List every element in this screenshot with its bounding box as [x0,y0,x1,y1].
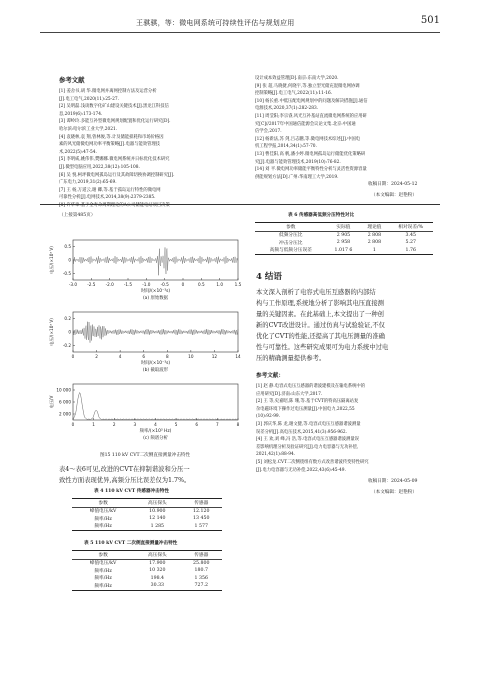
table-row [72,507,222,515]
x-tick-label: -3.0 [68,282,78,287]
reference-line: [2] 王 等,史嘉昭,陈 珊,等.基于CVT的特高压隔离站复 [256,399,359,405]
waveform-cropped [73,322,238,343]
x-tick-label: 5 [174,422,178,427]
table-row [72,515,222,523]
reference-line: [12] 杨新法,苏 剑,吕志鹏,等.微电网技术综述[J].中国电 [255,136,361,142]
x-tick-label: 2 [112,422,116,427]
x-axis-label: 时间/(×10⁻³s) [140,289,171,294]
x-tick-label: 2 [95,354,98,359]
reference-line: [7] 王 杨,万道云,谢 卿,等.基于孤岛运行特性的微电网 [59,187,161,193]
table-cell: 2 808 [367,232,382,238]
body-line: 性与可靠性。这些研究成果可为电力系统中过电 [256,344,389,351]
reference-line: [3] 谭岭玲.多能互补型微电网规划配置和优化运行研究[D]. [59,119,171,125]
reference-line: 素的风光储微电网功率平衡策略[J].电器与能效管理技 [59,142,160,148]
table-header-cell: 传感器 [180,499,222,508]
panel-label: (c) 频谱分析 [143,436,168,441]
references-top-left [59,88,231,210]
table-cell: 10.900 [149,508,166,514]
running-title: 王骐骐，等：微电网系统可持续性评估与规划应用 [136,19,295,27]
body-line: 表4～表6可见,改进的CVT在抑制谐波和分压一 [59,466,190,473]
table-cell: 频率/Hz [94,524,112,530]
table-row [72,559,222,567]
body-line: 量的关键因素。在此基础上,本文提出了一种创 [256,311,384,318]
body-line: 优化了CVT的性能,还提高了其电压测量的准确 [256,333,385,340]
table-header-cell: 高压探头 [134,499,180,508]
y-tick-label: 0.2 [64,316,71,322]
table-cell: 3.45 [405,232,416,238]
x-tick-label: -2.5 [87,282,96,287]
table-cell: 高频与低频分压误差 [269,248,312,254]
reference-line: 哈尔滨:哈尔滨工业大学,2021. [59,126,118,132]
table-row [72,523,222,531]
table-cell: 1 356 [194,575,208,581]
reference-line: 杂电磁环境下操作过电压测量[J].中国电力,2022,55 [256,406,355,412]
table-cell: 低频分压比 [279,233,303,239]
reference-line: [J].电力电容器与无功补偿,2022,43(6):45-49. [256,467,346,473]
reference-line: [2] 吴明磊.浅谈数字化矿山建设关键技术[J].黑龙江科技信 [59,104,169,110]
table-cell: 1 285 [150,523,165,529]
continuation-note: （上接第485页） [59,213,96,218]
y-tick-label: 0.5 [64,244,71,250]
section-divider [40,204,440,205]
table-header-row [72,499,222,508]
reference-line: 信学会,2017. [255,129,282,135]
figure-15 [45,222,250,452]
reference-line: 应用研究[D].济南:山东大学,2017. [256,391,323,397]
y-tick-label: 6 000 [59,399,71,405]
reference-line: [10] 杨长重.中低压配电网规划中的问题及解决措施[J].通信 [255,98,368,104]
reference-line: 误差分析[J].高电压技术,2015,41(3):956-962. [256,429,348,435]
table-header-cell: 理论值 [360,223,388,232]
references-heading-top: 参考文献 [59,76,85,84]
reference-line: 广东电力,2019,31(2):65-69. [59,180,117,186]
body-paragraph-left [59,464,190,486]
table-cell: 频率/Hz [94,576,112,582]
table-cell: 180.7 [194,568,208,574]
reference-line: 电源技术,2020,37(1):282-283. [255,106,319,112]
reference-line: 差影响机理分析及验证研究[J].电力电容器与无功补偿, [256,444,359,450]
x-tick-label: 0 [181,282,185,287]
reference-line: [1] 姜舍书,胡 华.微电网并离网控制方法及运营分析 [59,89,157,94]
table-cell: 1 [372,247,376,253]
y-tick-label: -0.5 [62,270,71,276]
reference-line: [3] 郭庆华,陈 龙,谢文健,等.电容式电压互感器谐波测量 [256,421,361,427]
x-tick-label: -1.5 [123,282,133,287]
table-cell: 25.800 [193,560,210,566]
editor-note-top: （本文编辑：赵艳粉） [371,193,417,198]
reference-line: 术,2022(5):47-54. [59,149,97,155]
table-cell: 频率/Hz [94,583,112,589]
reference-line: [13] 曹佳阳,高 帆,潘小婷.微电网孤岛运行储能优化策略研 [255,151,366,157]
x-tick-label: 6 [195,422,199,427]
table-header-cell: 参数 [255,223,327,232]
table-header-cell: 相对误差/% [388,223,433,232]
reference-line: 设计成本效益管理[D].南京:东南大学,2020. [255,76,339,81]
y-axis-label: 电压/(×10³ V) [49,246,54,274]
y-axis-label: 电压/(×10³ V) [49,318,54,346]
reference-line: 2021,42(1):88-94. [256,452,296,458]
y-tick-label: -0.2 [62,342,71,348]
table-cell: 12.120 [193,508,210,514]
waveform-original [73,247,238,275]
x-tick-label: -2.0 [105,282,114,287]
table-row [72,575,222,583]
x-tick-label: 0.5 [197,282,205,287]
references-bottom [256,383,434,474]
table-row [255,247,433,255]
x-tick-label: 0 [71,422,75,427]
spectrum-curve [73,393,238,421]
body-line: 新的CVT改进设计。通过仿真与试验验证,不仅 [256,322,385,329]
reference-line: [14] 刘 平.微电网功率储能平衡特性分析与灵活性资源容量 [255,167,367,173]
reference-line: 究[C]//2017年中国通信能源会议论文集.北京:中国通 [255,121,356,127]
running-header [40,14,440,33]
x-tick-label: 10 [188,354,194,359]
table-row [72,582,222,590]
table-cell: 10 320 [149,568,166,574]
table-header-row [72,551,222,560]
reference-line: 机工程学报,2014,34(1):57-70. [255,144,317,150]
x-tick-label: 12 [211,354,218,359]
section-heading-conclusion: 4 结语 [256,272,282,282]
table-cell: 1.76 [405,247,416,253]
y-tick-label: 0 [68,329,71,335]
reference-line: [J].微型电脑应用,2022,38(12):105-108. [59,164,140,170]
editor-note-bottom: （本文编辑：赵艳粉） [371,490,417,495]
table-cell: 峰值电压/kV [89,561,117,567]
body-line: 压的精确测量提供参考。 [256,355,326,362]
reference-line: 究[J].电器与能效管理技术,2019(10):76-82. [255,159,341,165]
received-date-bottom: 收稿日期：2024-05-09 [368,479,418,484]
table-header-cell: 实际值 [327,223,361,232]
x-tick-label: 1 [92,422,95,427]
page-number: 501 [420,15,440,26]
table6-title: 表 6 传感器高低频分压特性对比 [288,213,355,218]
reference-line: 控制策略[J].电工电气,2022(11):11-16. [255,91,333,97]
table-cell: 30.33 [150,583,165,589]
y-tick-label: 2 000 [59,411,71,417]
reference-line: [5] 李明威,姚伟伟,樊娜娜.微电网系统并日标优化技术研究 [59,157,170,163]
table-cell: 727.2 [194,583,208,589]
table-header-cell: 参数 [72,551,134,560]
x-axis-label: 频率/(×10³ Hz) [139,429,172,434]
table-row [72,567,222,575]
body-line: 致性方面表现优异,高频分压比误差仅为1.7%。 [59,477,191,484]
table-cell: 2 808 [367,240,382,246]
conclusion-paragraph [256,287,388,364]
reference-line: 息,2019(6):173-174. [59,111,103,117]
x-tick-label: 14 [235,354,241,359]
x-tick-label: -0.5 [160,282,169,287]
body-line: 本文深入剖析了电容式电压互感器的内部结 [256,289,376,296]
reference-line: [11] 周莹阳;李宗睿,风光互补基站直流微电网系统的应用研 [255,113,367,119]
table-header-cell: 传感器 [180,551,222,560]
reference-line: [5] 刘松龙.CVT二次侧绕组有数方式改善谐波传变特性研究 [256,459,369,465]
x-axis-label: 时间/(×10⁻³s) [140,361,171,366]
panel-label: (b) 截取波形 [142,368,169,373]
table-cell: 频率/Hz [94,568,112,574]
references-top-right [255,75,430,181]
reference-line: [9] 张 超,马晓捷,何晓宇,等.独立型光储充混微电网协调 [255,83,360,89]
y-tick-label: 0 [68,257,71,263]
reference-line: [1] 赵 静.电容式电压互感器的谐波建模及在输电系统中的 [256,384,366,389]
table-cell: 频率/Hz [94,516,112,522]
reference-line: 供能规划方法[D].广州:华南理工大学,2019. [255,174,339,180]
table-cell: 198.4 [150,575,165,581]
table4 [72,498,222,531]
plot-frame [73,384,238,420]
panel-label: (a) 原始数据 [142,296,169,301]
x-tick-label: 3 [133,422,137,427]
table-header-cell: 参数 [72,499,134,508]
table6 [255,222,433,255]
x-tick-label: 8 [236,422,240,427]
reference-line: 可靠性分析[J].电网技术,2014,38(9):2379-2385. [59,195,156,201]
body-line: 构与工作原理,系统地分析了影响其电压直接测 [256,300,384,307]
x-tick-label: 7 [216,422,219,427]
table-cell: 1.017 6 [334,247,353,253]
x-tick-label: 4 [154,422,157,427]
x-tick-label: 4 [118,354,122,359]
x-tick-label: 1.5 [234,282,242,287]
figure-caption: 图15 110 kV CVT二次侧直接测量冲击特性 [100,453,191,458]
table-header-row [255,223,433,232]
table5-title: 表 5 110 kV CVT 二次侧直接测量冲击特性 [84,541,178,546]
x-tick-label: 0 [71,354,75,359]
table-cell: 2 958 [336,240,351,246]
x-tick-label: 8 [165,354,169,359]
x-tick-label: 6 [142,354,146,359]
table-cell: 13 450 [193,516,210,522]
table-cell: 2 905 [336,232,351,238]
table5 [72,550,222,591]
table-row [255,231,433,239]
reference-line: [J].电工电气,2020(11):25-27. [59,96,119,102]
table-cell: 峰值电压/kV [89,509,117,515]
table-cell: 1 577 [194,523,208,529]
y-tick-label: 10 000 [56,387,71,393]
reference-line: [8] 许华章.基于全寿命周期理论的A公司储能电站项目决策 [59,202,170,208]
x-tick-label: 1.0 [216,282,224,287]
references-heading-bottom: 参考文献： [256,373,284,379]
table-cell: 12 140 [149,516,166,522]
received-date-top: 收稿日期：2024-05-12 [368,182,418,187]
x-tick-label: -1.0 [142,282,151,287]
reference-line: [6] 吴 悦.柯坪微电网孤岛运行及其故障切换协调控制研究[J]. [59,172,175,178]
table-cell: 5.27 [405,240,416,246]
reference-line: (10):92-99. [256,414,281,420]
table-row [255,239,433,247]
y-axis-label: 电压/V [49,395,54,409]
reference-line: [4] 袁晓林,袁 翔,曾林俊,等.计及储能损耗和市场价格因 [59,134,164,140]
table-header-cell: 高压探头 [134,551,180,560]
table-cell: 17.900 [149,560,166,566]
reference-line: [4] 王 欢,刘 峰,冯 浩,等.电容式电压互感器谐波测量误 [256,437,359,443]
table-cell: 冲击分压比 [279,240,303,246]
table4-title: 表 4 110 kV CVT 传感器冲击特性 [94,489,169,494]
